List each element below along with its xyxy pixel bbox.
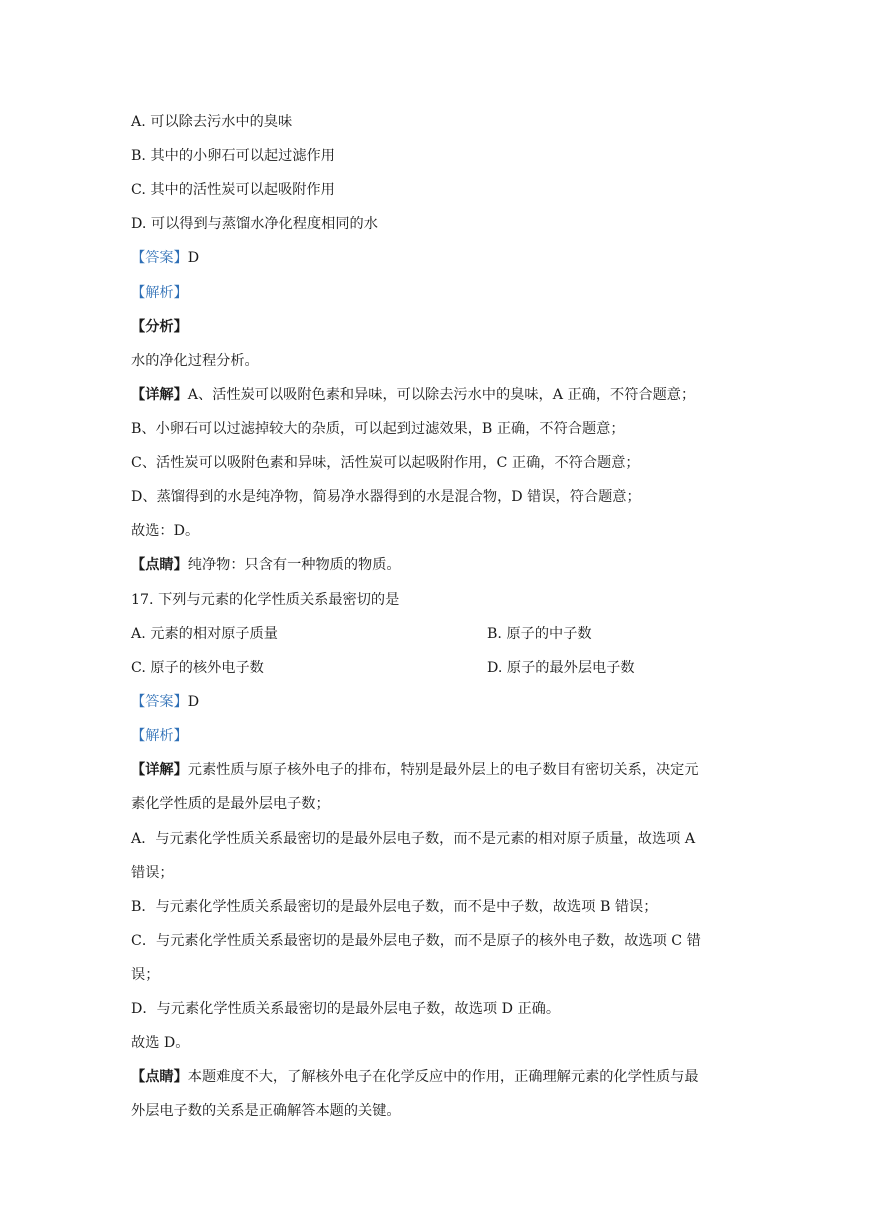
q17-detail-line: 素化学性质的是最外层电子数；: [131, 796, 330, 812]
q17-comment-line: 外层电子数的关系是正确解答本题的关键。: [131, 1103, 401, 1119]
q17-stem: 17. 下列与元素的化学性质关系最密切的是: [131, 592, 400, 608]
comment-text: 本题难度不大，了解核外电子在化学反应中的作用，正确理解元素的化学性质与最: [187, 1069, 699, 1085]
q17-conclusion: 故选 D。: [131, 1035, 190, 1051]
comment-tag: 【点睛】: [131, 557, 188, 573]
q17-detail-line: [131, 760, 699, 780]
answer-value: D: [187, 694, 200, 710]
q17-answer: [131, 692, 199, 712]
q17-detail-line: 错误；: [131, 865, 174, 881]
detail-text: A、活性炭可以吸附色素和异味，可以除去污水中的臭味，A 正确，不符合题意；: [187, 387, 696, 403]
answer-tag: 【答案】: [131, 250, 188, 266]
q16-comment: [131, 555, 401, 575]
q16-option-d: D. 可以得到与蒸馏水净化程度相同的水: [131, 216, 378, 232]
comment-tag: 【点睛】: [131, 1069, 188, 1085]
answer-value: D: [187, 250, 200, 266]
q16-conclusion: 故选：D。: [131, 523, 200, 539]
q16-fenxi-tag: 【分析】: [131, 319, 188, 335]
detail-tag: 【详解】: [131, 762, 188, 778]
q16-option-b: B. 其中的小卵石可以起过滤作用: [131, 148, 335, 164]
q17-options-row-1: [131, 624, 592, 644]
q16-analysis-tag: 【解析】: [131, 285, 188, 301]
q17-detail-line: B．与元素化学性质关系最密切的是最外层电子数，而不是中子数，故选项 B 错误；: [131, 899, 658, 915]
q17-option-d: D. 原子的最外层电子数: [487, 660, 635, 676]
detail-tag: 【详解】: [131, 387, 188, 403]
q17-option-c: C. 原子的核外电子数: [131, 660, 264, 676]
q16-detail-line: [131, 385, 695, 405]
q17-comment: [131, 1067, 699, 1087]
answer-tag: 【答案】: [131, 694, 188, 710]
q17-detail-line: C．与元素化学性质关系最密切的是最外层电子数，而不是原子的核外电子数，故选项 C 错: [131, 933, 701, 949]
comment-text: 纯净物：只含有一种物质的物质。: [187, 557, 401, 573]
q16-detail-line: C、活性炭可以吸附色素和异味，活性炭可以起吸附作用，C 正确，不符合题意；: [131, 455, 640, 471]
q16-answer: [131, 248, 199, 268]
q16-fenxi-text: 水的净化过程分析。: [131, 353, 259, 369]
q16-detail-line: D、蒸馏得到的水是纯净物，简易净水器得到的水是混合物，D 错误，符合题意；: [131, 489, 641, 505]
q17-detail-line: A．与元素化学性质关系最密切的是最外层电子数，而不是元素的相对原子质量，故选项 A: [131, 831, 696, 847]
q17-option-a: A. 元素的相对原子质量: [131, 626, 278, 642]
q17-options-row-2: [131, 658, 635, 678]
q16-option-c: C. 其中的活性炭可以起吸附作用: [131, 182, 335, 198]
q17-analysis-tag: 【解析】: [131, 728, 188, 744]
q16-option-a: A. 可以除去污水中的臭味: [131, 114, 293, 130]
q17-option-b: B. 原子的中子数: [487, 626, 592, 642]
detail-text: 元素性质与原子核外电子的排布，特别是最外层上的电子数目有密切关系，决定元: [187, 762, 699, 778]
q17-detail-line: D．与元素化学性质关系最密切的是最外层电子数，故选项 D 正确。: [131, 1001, 561, 1017]
q16-detail-line: B、小卵石可以过滤掉较大的杂质，可以起到过滤效果，B 正确，不符合题意；: [131, 421, 625, 437]
q17-detail-line: 误；: [131, 967, 160, 983]
